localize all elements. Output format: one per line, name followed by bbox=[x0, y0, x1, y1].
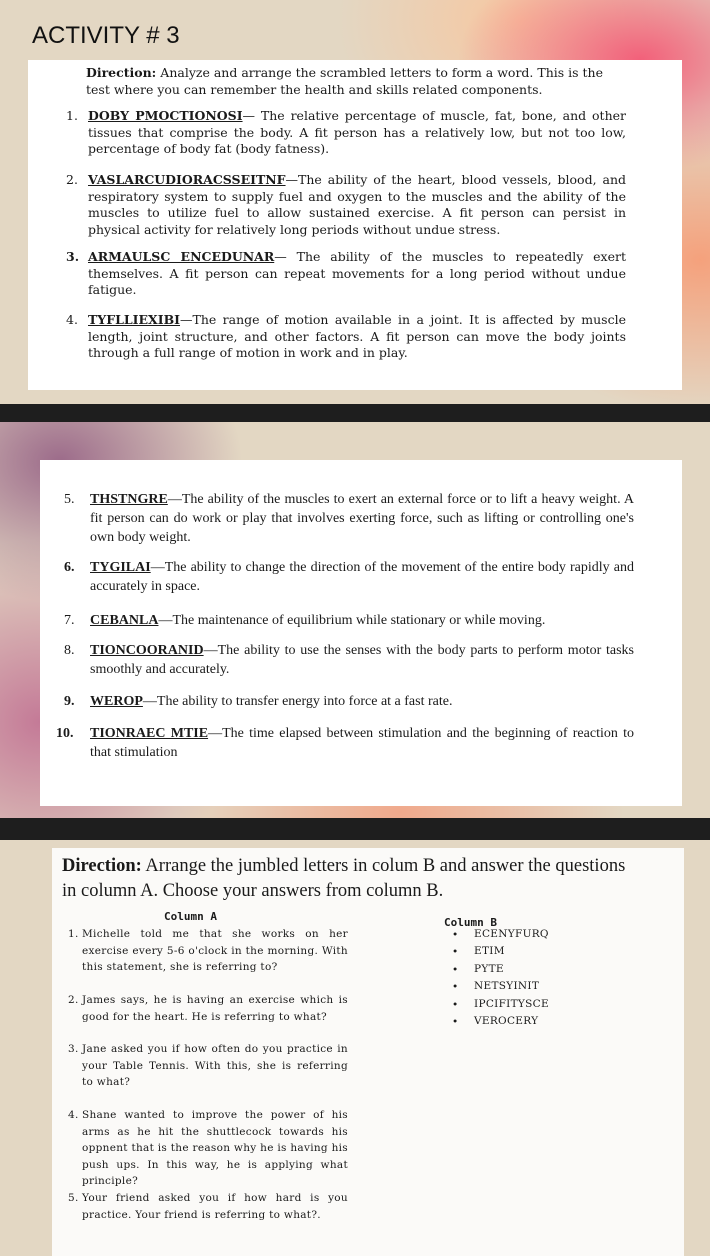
direction-label: Direction: bbox=[62, 856, 142, 876]
bullet-icon: • bbox=[452, 981, 459, 994]
definition: —The maintenance of equilibrium while stationary or while moving. bbox=[158, 613, 546, 628]
scrambled-word: DOBY PMOCTIONOSI bbox=[88, 108, 243, 123]
definition: —The ability of the muscles to exert an external force or to lift a heavy weight. A fit person can do work or play that involves exerting force, such as lifting or controlling one's own body weight. bbox=[90, 492, 634, 545]
scrambled-word: TYGILAI bbox=[90, 560, 151, 575]
activity-panel-1 bbox=[0, 0, 710, 404]
direction-label: Direction: bbox=[86, 65, 157, 80]
list-item: • NETSYINIT bbox=[450, 978, 549, 995]
scrambled-word: TIONRAEC MTIE bbox=[90, 726, 209, 741]
activity-panel-2 bbox=[0, 422, 710, 818]
definition: —The ability to change the direction of the movement of the entire body rapidly and accurately in space. bbox=[90, 560, 634, 594]
bullet-icon: • bbox=[452, 963, 459, 976]
scrambled-word: VASLARCUDIORACSSEITNF bbox=[88, 172, 286, 187]
scrambled-word: ARMAULSC ENCEDUNAR bbox=[88, 249, 275, 264]
definition: —The time elapsed between stimulation and the beginning of reaction to that stimulation bbox=[90, 726, 635, 760]
definition: — The ability of the muscles to repeatedly exert themselves. A fit person can repeat movements for a long period without undue fatigue. bbox=[88, 249, 626, 297]
definition: —The ability to transfer energy into force at a fast rate. bbox=[142, 694, 453, 709]
definition: — The relative percentage of muscle, fat, bone, and other tissues that comprise the body. A fit person has a relatively low, but not too low, percentage of body fat (body fatness). bbox=[88, 108, 626, 156]
page-title: ACTIVITY # 3 bbox=[32, 22, 180, 49]
column-b-header: Column B bbox=[444, 916, 497, 929]
column-b-list bbox=[450, 926, 549, 1030]
scrambled-word: CEBANLA bbox=[90, 613, 159, 628]
direction-text: Arrange the jumbled letters in colum B and answer the questions in column A. Choose your answers from column B. bbox=[62, 856, 626, 901]
bullet-icon: • bbox=[452, 1015, 459, 1028]
bullet-icon: • bbox=[452, 946, 459, 959]
bullet-icon: • bbox=[452, 929, 459, 941]
scrambled-word: THSTNGRE bbox=[90, 492, 168, 507]
direction-text: Analyze and arrange the scrambled letters to form a word. This is the test where you can remember the health and skills related components. bbox=[86, 65, 603, 97]
bullet-icon: • bbox=[452, 998, 459, 1011]
list-item: • PYTE bbox=[450, 961, 549, 978]
worksheet-page-2: 5. THSTNGRE—The ability of the muscles to exert an external force or to lift a heavy weight. A fit person can do work or play that involves exerting force, such as lifting or controlling one's own body weight. 6. TYGILAI—The ability to change the direction of the movement of the entire body rapidly and accurately in space. 7. CEBANLA—The maintenance of equilibrium while stationary or while moving. 8. TIONCOORANID—The ability to use the senses with the body parts to perform motor tasks smoothly and accurately. 9. WEROP—The ability to transfer energy into force at a fast rate. 10. TIONRAEC MTIE—The time elapsed between stimulation and the beginning of reaction to that stimulation bbox=[40, 460, 682, 806]
scrambled-word: TIONCOORANID bbox=[90, 643, 204, 658]
list-item: • ETIM bbox=[450, 943, 549, 960]
worksheet-page-1: Direction: Analyze and arrange the scrambled letters to form a word. This is the test where you can remember the health and skills related components. 1. DOBY PMOCTIONOSI— The relative percentage of muscle, fat, bone, and other tissues that comprise the body. A fit person has a relatively low, but not too low, percentage of body fat (body fatness). 2. VASLARCUDIORACSSEITNF—The ability of the heart, blood vessels, blood, and respiratory system to supply fuel and oxygen to the muscles and the ability of the muscles to utilize fuel to allow sustained exercise. A fit person can persist in physical activity for relatively long periods without undue stress. 3. ARMAULSC ENCEDUNAR— The ability of the muscles to repeatedly exert themselves. A fit person can repeat movements for a long period without undue fatigue. 4. TYFLLIEXIBI—The range of motion available in a joint. It is affected by muscle length, joint structure, and other factors. A fit person can move the body joints through a full range of motion in work and in play. bbox=[28, 60, 682, 390]
worksheet-page-3: Direction: Arrange the jumbled letters in colum B and answer the questions in column A. Choose your answers from column B. Column A Column B 1. Michelle told me that she works on her exercise every 5-6 o'clock in the morning. With this statement, she is referring to? 2. James says, he is having an exercise which is good for the heart. He is referring to what? 3. Jane asked you if how often do you practice in your Table Tennis. With this, she is referring to what? 4. Shane wanted to improve the power of his arms as he hit the shuttlecock towards his oppnent that is the reason why he is having his push ups. In this way, he is applying what principle? 5. Your friend asked you if how hard is you practice. Your friend is referring to what?. • ECENYFURQ • ETIM • PYTE • NETSYINIT • IPCIFITYSCE • VEROCERY bbox=[52, 848, 684, 1256]
scrambled-word: TYFLLIEXIBI bbox=[88, 312, 181, 327]
direction-paragraph bbox=[86, 64, 626, 98]
column-a-header: Column A bbox=[164, 910, 217, 923]
definition: —The ability to use the senses with the body parts to perform motor tasks smoothly and accurately. bbox=[90, 643, 634, 677]
list-item: • IPCIFITYSCE bbox=[450, 996, 549, 1013]
activity-panel-3 bbox=[0, 840, 710, 1256]
list-item: • VEROCERY bbox=[450, 1013, 549, 1030]
direction-paragraph bbox=[62, 854, 642, 904]
scrambled-word: WEROP bbox=[90, 694, 143, 709]
definition: —The range of motion available in a joint. It is affected by muscle length, joint structure, and other factors. A fit person can move the body joints through a full range of motion in work and in play. bbox=[88, 312, 626, 360]
list-item: • ECENYFURQ bbox=[450, 926, 549, 943]
definition: —The ability of the heart, blood vessels, blood, and respiratory system to supply fuel and oxygen to the muscles and the ability of the muscles to utilize fuel to allow sustained exercise. A fit person can persist in physical activity for relatively long periods without undue stress. bbox=[88, 172, 626, 237]
